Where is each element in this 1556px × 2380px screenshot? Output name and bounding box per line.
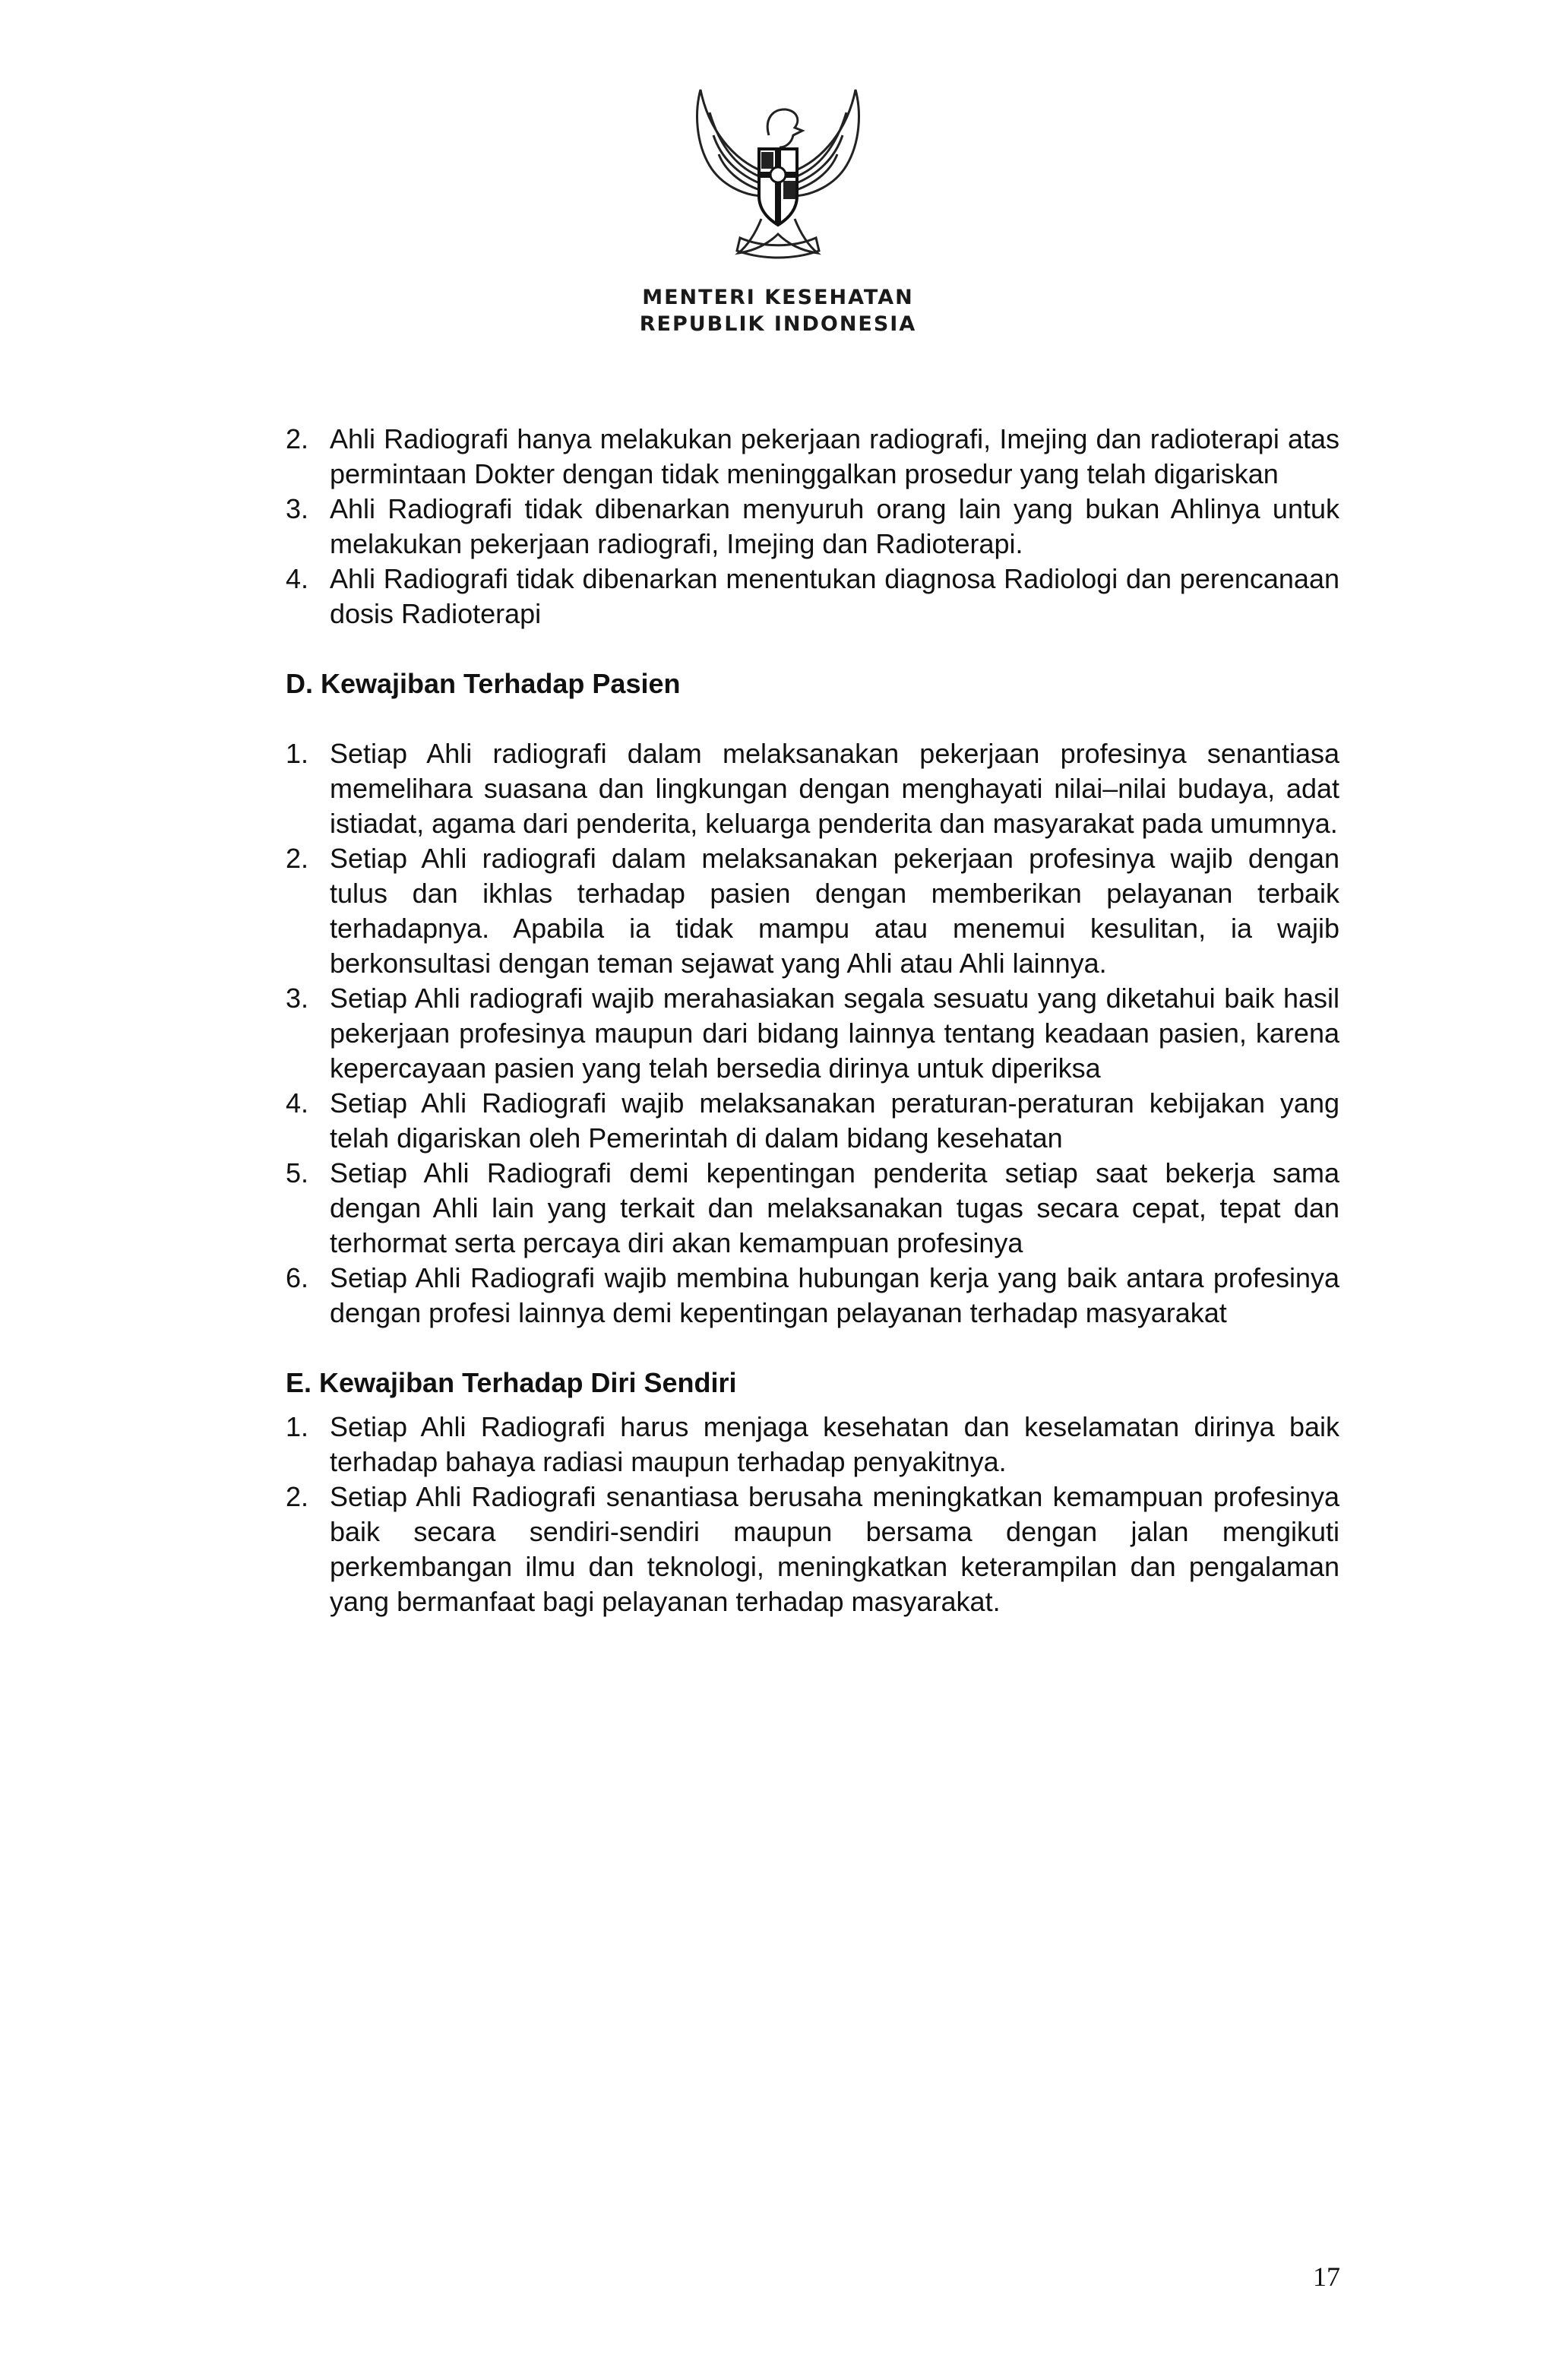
list-item bbox=[286, 562, 1339, 631]
list-text: Ahli Radiografi hanya melakukan pekerjaan radiografi, Imejing dan radioterapi atas permintaan Dokter dengan tidak meninggalkan prosedur yang telah digariskan bbox=[330, 423, 1339, 489]
list-item bbox=[286, 1480, 1339, 1619]
list-number: 4. bbox=[286, 563, 309, 594]
list-item bbox=[286, 422, 1339, 492]
list-item bbox=[286, 981, 1339, 1086]
list-number: 3. bbox=[286, 983, 309, 1014]
list-number: 1. bbox=[286, 738, 309, 769]
section-d-heading: D. Kewajiban Terhadap Pasien bbox=[286, 668, 681, 699]
section-e bbox=[286, 1366, 1339, 1619]
document-body bbox=[286, 422, 1339, 1619]
list-item bbox=[286, 736, 1339, 841]
list-text: Setiap Ahli Radiografi wajib membina hubungan kerja yang baik antara profesinya dengan profesi lainnya demi kepentingan pelayanan terhadap masyarakat bbox=[330, 1262, 1339, 1328]
list-text: Setiap Ahli radiografi dalam melaksanakan pekerjaan profesinya wajib dengan tulus dan ikhlas terhadap pasien dengan memberikan pelayanan terbaik terhadapnya. Apabila ia tidak mampu atau menemui kesulitan, ia wajib berkonsultasi dengan teman sejawat yang Ahli atau Ahli lainnya. bbox=[330, 843, 1339, 979]
list-number: 2. bbox=[286, 423, 309, 454]
list-number: 3. bbox=[286, 493, 309, 524]
list-text: Setiap Ahli radiografi wajib merahasiakan segala sesuatu yang diketahui baik hasil pekerjaan profesinya maupun dari bidang lainnya tentang keadaan pasien, karena kepercayaan pasien yang telah bersedia dirinya untuk diperiksa bbox=[330, 983, 1339, 1084]
list-item bbox=[286, 492, 1339, 562]
ministry-title-line1: MENTERI KESEHATAN bbox=[642, 286, 914, 309]
list-number: 5. bbox=[286, 1157, 309, 1188]
list-text: Setiap Ahli Radiografi senantiasa berusaha meningkatkan kemampuan profesinya baik secara sendiri-sendiri maupun bersama dengan jalan mengikuti perkembangan ilmu dan teknologi, meningkatkan keterampilan dan pengalaman yang bermanfaat bagi pelayanan terhadap masyarakat. bbox=[330, 1481, 1339, 1617]
section-d-list bbox=[286, 736, 1339, 1331]
list-number: 2. bbox=[286, 843, 309, 874]
list-number: 6. bbox=[286, 1262, 309, 1293]
list-item bbox=[286, 1086, 1339, 1156]
list-item bbox=[286, 1261, 1339, 1331]
ministry-title-line2: REPUBLIK INDONESIA bbox=[639, 312, 917, 336]
list-item bbox=[286, 1156, 1339, 1261]
list-text: Setiap Ahli radiografi dalam melaksanakan pekerjaan profesinya senantiasa memelihara suasana dan lingkungan dengan menghayati nilai–nilai budaya, adat istiadat, agama dari penderita, keluarga penderita dan masyarakat pada umumnya. bbox=[330, 738, 1339, 839]
list-text: Setiap Ahli Radiografi wajib melaksanakan peraturan-peraturan kebijakan yang telah digariskan oleh Pemerintah di dalam bidang kesehatan bbox=[330, 1087, 1339, 1154]
list-text: Ahli Radiografi tidak dibenarkan menyuruh orang lain yang bukan Ahlinya untuk melakukan pekerjaan radiografi, Imejing dan Radioterapi. bbox=[330, 493, 1339, 559]
section-d bbox=[286, 666, 1339, 1331]
list-text: Ahli Radiografi tidak dibenarkan menentukan diagnosa Radiologi dan perencanaan dosis Radioterapi bbox=[330, 563, 1339, 629]
list-text: Setiap Ahli Radiografi harus menjaga kesehatan dan keselamatan dirinya baik terhadap bahaya radiasi maupun terhadap penyakitnya. bbox=[330, 1411, 1339, 1477]
garuda-emblem-icon bbox=[679, 82, 877, 272]
list-number: 2. bbox=[286, 1481, 309, 1512]
page-number: 17 bbox=[1313, 2261, 1340, 2292]
section-e-list bbox=[286, 1410, 1339, 1619]
list-text: Setiap Ahli Radiografi demi kepentingan penderita setiap saat bekerja sama dengan Ahli lain yang terkait dan melaksanakan tugas secara cepat, tepat dan terhormat serta percaya diri akan kemampuan profesinya bbox=[330, 1157, 1339, 1258]
list-number: 4. bbox=[286, 1087, 309, 1119]
section-e-heading: E. Kewajiban Terhadap Diri Sendiri bbox=[286, 1367, 737, 1398]
intro-list bbox=[286, 422, 1339, 631]
list-item bbox=[286, 841, 1339, 981]
list-item bbox=[286, 1410, 1339, 1480]
list-number: 1. bbox=[286, 1411, 309, 1442]
